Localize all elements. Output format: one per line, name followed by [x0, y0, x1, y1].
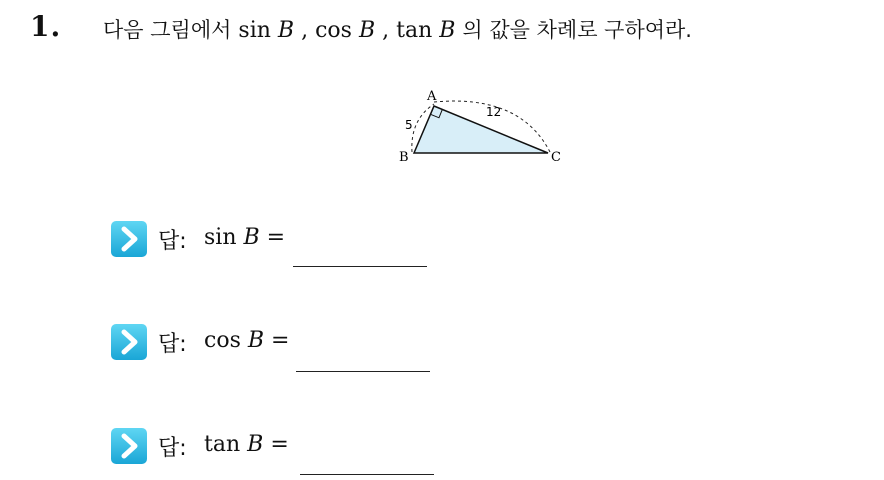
triangle-fill [414, 106, 548, 153]
answer-blank-line[interactable] [296, 371, 430, 372]
chevron-right-icon [110, 220, 148, 258]
side-ac-length-label: 12 [486, 105, 502, 119]
answer-variable: B [247, 432, 264, 457]
chevron-right-icon [110, 427, 148, 465]
right-triangle-figure [390, 82, 580, 172]
answer-function: sin [204, 225, 237, 250]
tan-function: tan [396, 18, 433, 43]
answer-label: 답: [158, 229, 187, 254]
cos-variable: B [358, 18, 376, 43]
answer-expression [204, 328, 289, 353]
answer-row-cos [110, 323, 510, 363]
comma-separator: , [301, 18, 309, 43]
tan-variable: B [439, 18, 456, 43]
problem-text-outro: 의 값을 차례로 구하여라. [462, 18, 692, 42]
answer-expression [204, 432, 289, 457]
sin-variable: B [277, 18, 295, 43]
answer-blank-line[interactable] [293, 266, 427, 267]
problem-statement [103, 14, 692, 44]
answer-expression [204, 225, 285, 250]
problem-number: 1. [30, 10, 62, 43]
sin-function: sin [238, 18, 271, 43]
side-ab-length-label: 5 [405, 118, 413, 132]
answer-equals: = [271, 328, 290, 353]
answer-equals: = [266, 225, 286, 250]
answer-function: cos [204, 328, 241, 353]
answer-variable: B [247, 328, 265, 353]
comma-separator: , [382, 18, 390, 43]
answer-label: 답: [158, 332, 187, 357]
cos-function: cos [315, 18, 352, 43]
answer-variable: B [243, 225, 260, 250]
vertex-b-label: B [399, 150, 409, 165]
problem-text-intro: 다음 그림에서 [103, 18, 232, 42]
vertex-a-label: A [427, 89, 437, 104]
answer-row-sin [110, 220, 510, 260]
answer-row-tan [110, 427, 510, 467]
answer-function: tan [204, 432, 241, 457]
vertex-c-label: C [551, 150, 561, 165]
answer-blank-line[interactable] [300, 474, 434, 475]
answer-label: 답: [158, 436, 187, 461]
answer-equals: = [270, 432, 289, 457]
chevron-right-icon [110, 323, 148, 361]
